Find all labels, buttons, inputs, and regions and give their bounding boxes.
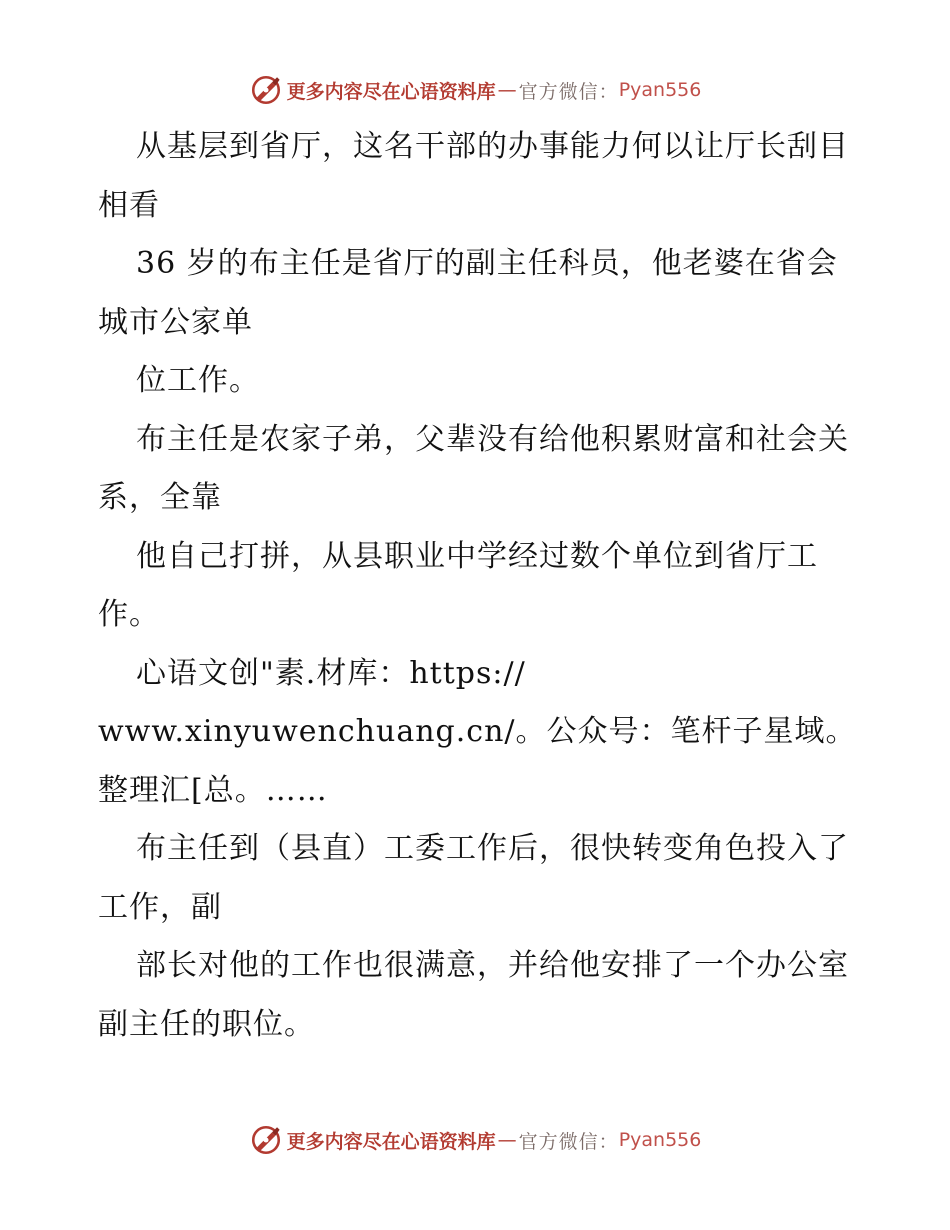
body-line-5: 他自己打拼，从县职业中学经过数个单位到省厅工作。 <box>98 538 818 632</box>
banner-brand-text: 更多内容尽在心语资料库 <box>286 1130 496 1153</box>
banner-separator: — <box>497 79 517 101</box>
banner-label: 官方微信： <box>518 80 619 103</box>
body-line-3: 位工作。 <box>136 363 260 398</box>
banner-brand-text: 更多内容尽在心语资料库 <box>286 80 496 103</box>
pen-logo-icon <box>249 1123 283 1157</box>
body-line-9: 部长对他的工作也很满意，并给他安排了一个办公室副主任的职位。 <box>98 948 849 1042</box>
document-body <box>98 118 858 1054</box>
banner-wechat-id: Pyan556 <box>618 1129 702 1151</box>
body-line-1: 从基层到省厅，这名干部的办事能力何以让厅长刮目相看 <box>98 129 849 223</box>
header-banner <box>0 70 950 110</box>
body-line-6: 心语文创"素.材库：https:// <box>136 655 526 691</box>
body-line-8: 布主任到（县直）工委工作后，很快转变角色投入了工作，副 <box>98 831 849 925</box>
banner-label: 官方微信： <box>518 1130 619 1153</box>
body-line-7: www.xinyuwenchuang.cn/。公众号：笔杆子星域。整理汇[总。…… <box>98 714 857 808</box>
banner-separator: — <box>497 1129 517 1151</box>
pen-logo-icon <box>249 73 283 107</box>
banner-wechat-id: Pyan556 <box>618 79 702 101</box>
footer-banner <box>0 1120 950 1160</box>
body-line-2: 36 岁的布主任是省厅的副主任科员，他老婆在省会城市公家单 <box>98 246 838 340</box>
body-line-4: 布主任是农家子弟，父辈没有给他积累财富和社会关系，全靠 <box>98 421 849 515</box>
